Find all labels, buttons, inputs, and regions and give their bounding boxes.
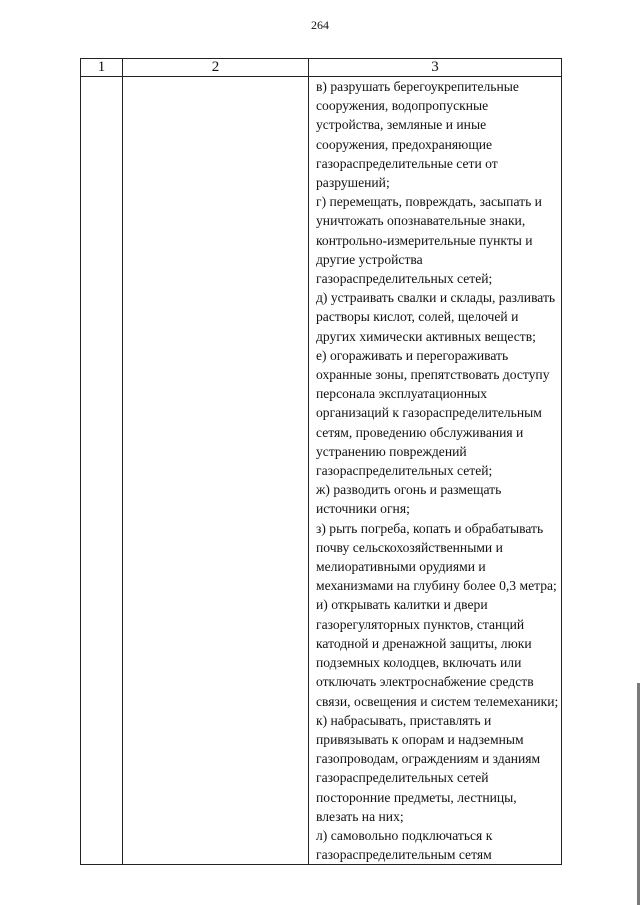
text-line: устранению повреждений (316, 443, 467, 459)
cell-col-2 (123, 77, 309, 865)
text-line: контрольно-измерительные пункты и (316, 232, 533, 248)
text-line: персонала эксплуатационных (316, 386, 488, 402)
text-line: ж) разводить огонь и размещать (316, 482, 502, 498)
text-line: связи, освещения и систем телемеханики; (316, 693, 559, 709)
text-line: других химически активных веществ; (316, 328, 536, 344)
text-line: д) устраивать свалки и склады, разливать (316, 290, 556, 306)
text-line: газораспределительных сетей (316, 770, 489, 786)
text-line: механизмами на глубину более 0,3 метра; (316, 578, 557, 594)
text-line: газорегуляторных пунктов, станций (316, 616, 525, 632)
text-line: организаций к газораспределительным (316, 405, 542, 421)
text-line: привязывать к опорам и надземным (316, 731, 524, 747)
text-line: газораспределительные сети от (316, 155, 498, 171)
table-row (81, 77, 562, 865)
text-line: г) перемещать, повреждать, засыпать и (316, 194, 542, 210)
cell-col-3 (309, 77, 562, 865)
text-line: в) разрушать берегоукрепительные (316, 79, 519, 94)
cell-col-1 (81, 77, 123, 865)
text-line: газопроводам, ограждениям и зданиям (316, 751, 541, 767)
text-line: сооружения, предохраняющие (316, 136, 493, 152)
header-col-2: 2 (123, 59, 309, 77)
text-line: сооружения, водопропускные (316, 98, 489, 114)
text-line: подземных колодцев, включать или (316, 655, 522, 671)
text-line: мелиоративными орудиями и (316, 559, 486, 575)
text-line: газораспределительных сетей; (316, 463, 493, 479)
text-line: и) открывать калитки и двери (316, 597, 488, 613)
text-line: к) набрасывать, приставлять и (316, 712, 492, 728)
text-line: л) самовольно подключаться к (316, 827, 493, 843)
text-line: посторонние предметы, лестницы, (316, 789, 517, 805)
text-line: газораспределительных сетей; (316, 271, 493, 287)
page-number: 264 (311, 18, 329, 32)
text-line: почву сельскохозяйственными и (316, 539, 503, 555)
text-line: влезать на них; (316, 808, 404, 824)
document-table (80, 58, 562, 865)
text-line: з) рыть погреба, копать и обрабатывать (316, 520, 544, 536)
text-line: источники огня; (316, 501, 410, 517)
text-line: другие устройства (316, 251, 423, 267)
header-col-1: 1 (81, 59, 123, 77)
text-line: газораспределительным сетям (316, 847, 492, 863)
text-line: отключать электроснабжение средств (316, 674, 534, 690)
text-line: растворы кислот, солей, щелочей и (316, 309, 519, 325)
text-line: катодной и дренажной защиты, люки (316, 635, 532, 651)
text-line: сетям, проведению обслуживания и (316, 424, 524, 440)
text-line: устройства, земляные и иные (316, 117, 487, 133)
text-line: разрушений; (316, 175, 390, 191)
text-line: уничтожать опознавательные знаки, (316, 213, 526, 229)
header-col-3: 3 (309, 59, 562, 77)
text-line: е) огораживать и перегораживать (316, 347, 509, 363)
table-header-row (81, 59, 562, 77)
text-line: охранные зоны, препятствовать доступу (316, 367, 550, 383)
